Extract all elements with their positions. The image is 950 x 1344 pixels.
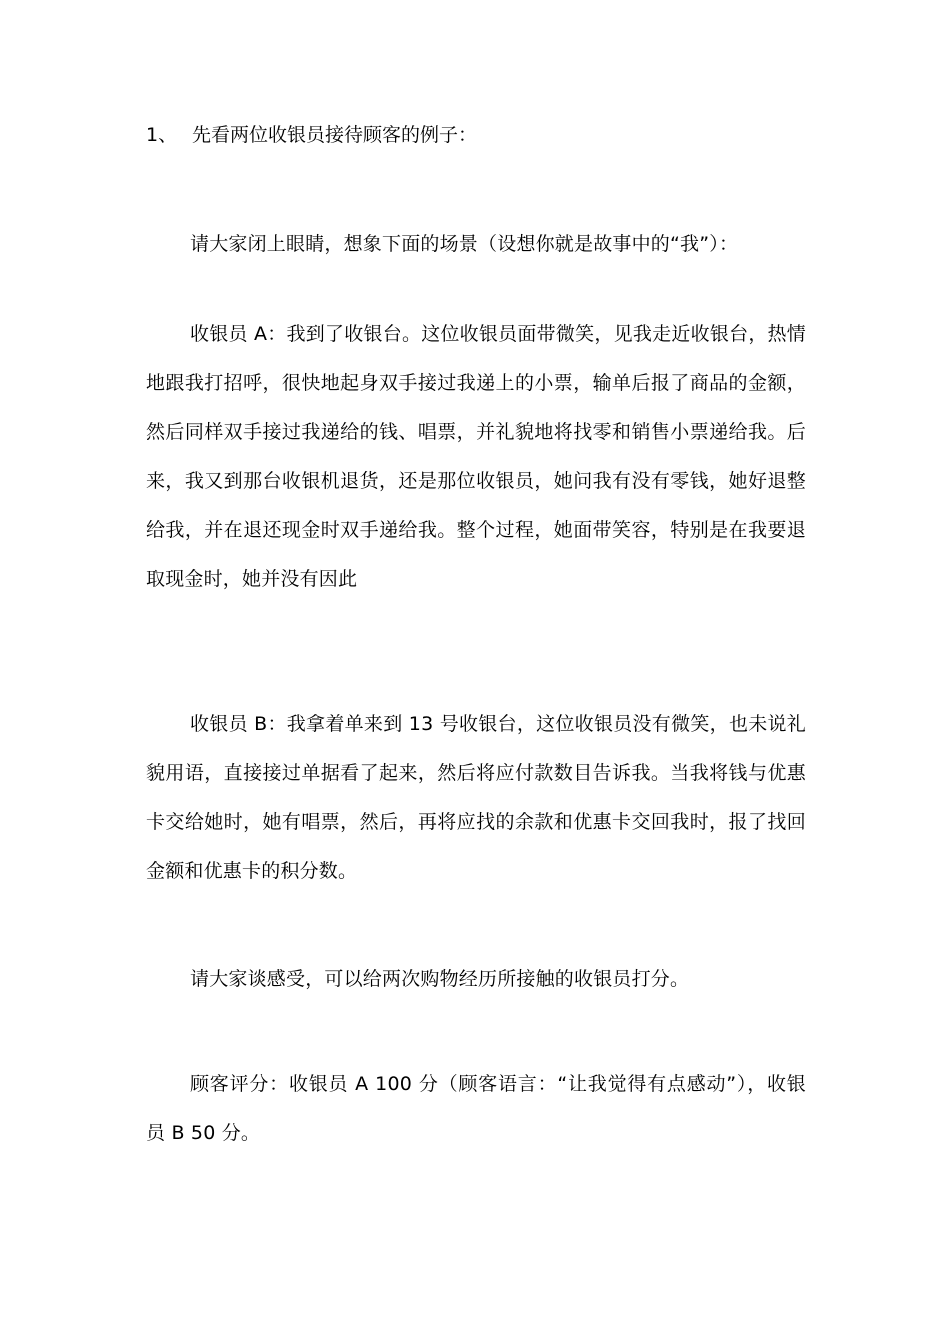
- discussion-prompt-paragraph: 请大家谈感受，可以给两次购物经历所接触的收银员打分。: [190, 968, 690, 990]
- section-heading: [146, 121, 477, 149]
- intro-paragraph: 请大家闭上眼睛，想象下面的场景（设想你就是故事中的“我”）：: [190, 233, 739, 255]
- cashier-b-paragraph: 收银员 B：我拿着单来到 13 号收银台，这位收银员没有微笑，也未说礼貌用语，直接接过单据看了起来，然后将应付款数目告诉我。当我将钱与优惠卡交给她时，她有唱票，然后，再将应找的余款和优惠卡交回我时，报了找回金额和优惠卡的积分数。: [146, 713, 806, 882]
- section-number: 1、: [146, 124, 178, 146]
- cashier-a-paragraph: 收银员 A：我到了收银台。这位收银员面带微笑，见我走近收银台，热情地跟我打招呼，很快地起身双手接过我递上的小票，输单后报了商品的金额，然后同样双手接过我递给的钱、唱票，并礼貌地将找零和销售小票递给我。后来，我又到那台收银机退货，还是那位收银员，她问我有没有零钱，她好退整给我，并在退还现金时双手递给我。整个过程，她面带笑容，特别是在我要退取现金时，她并没有因此: [146, 323, 806, 590]
- customer-ratings-paragraph: 顾客评分：收银员 A 100 分（顾客语言：“让我觉得有点感动”），收银员 B 50 分。: [146, 1073, 806, 1144]
- section-title: 先看两位收银员接待顾客的例子：: [192, 124, 478, 146]
